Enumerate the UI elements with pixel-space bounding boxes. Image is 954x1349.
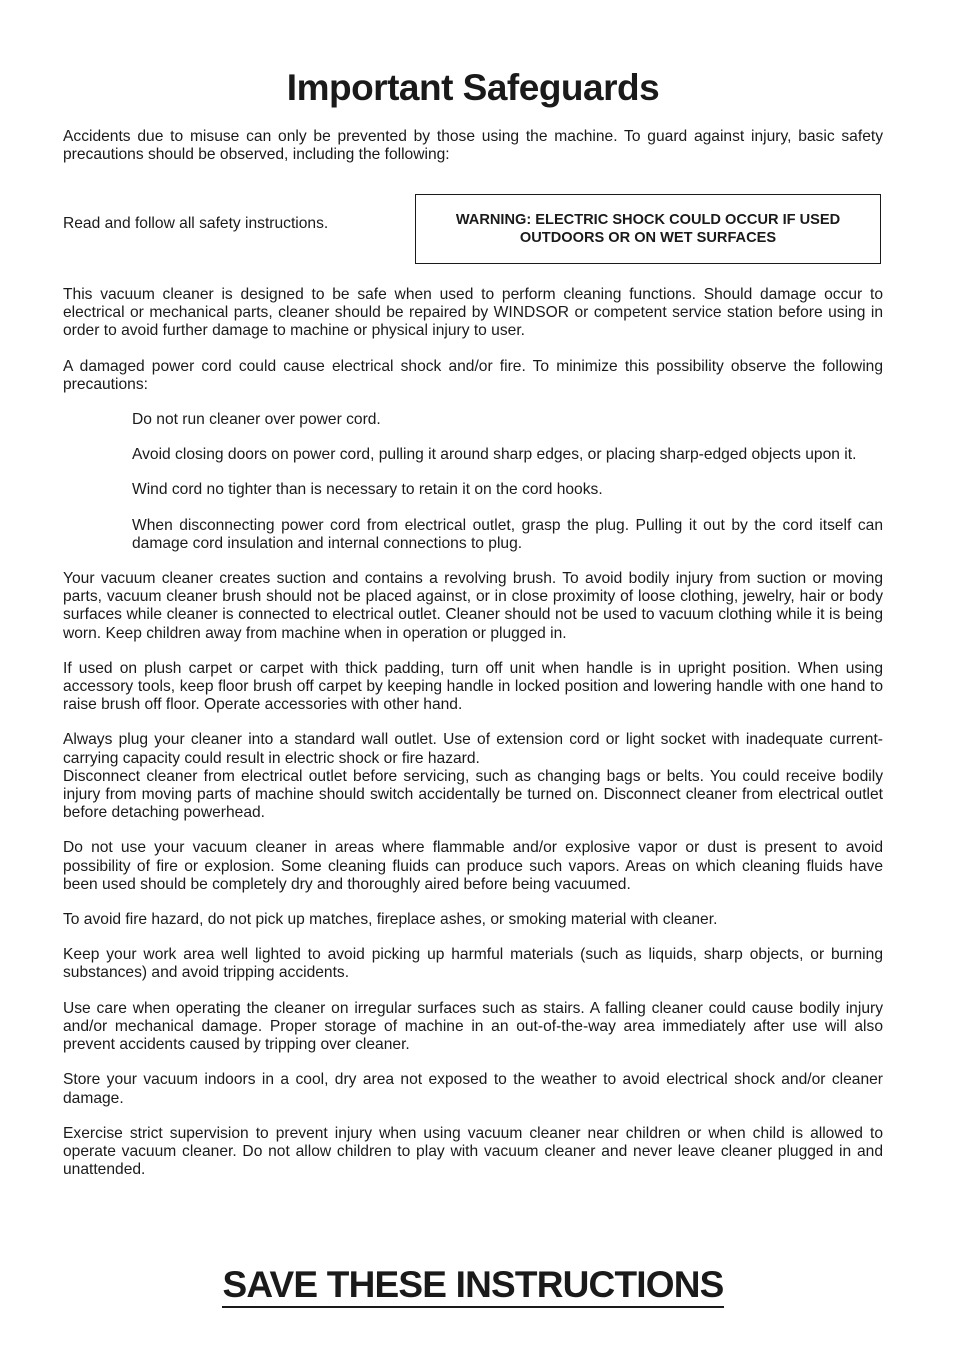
cord-precaution-3: Wind cord no tighter than is necessary to retain it on the cord hooks.: [132, 481, 603, 499]
footer-banner: [63, 1265, 883, 1308]
safeguards-body: [63, 286, 883, 1196]
paragraph-disconnect: Disconnect cleaner from electrical outlet before servicing, such as changing bags or belts. You could receive bodily injury from moving parts of machine should switch accidentally be turned on. Disconnect cleaner from electrical outlet before detaching powerhead.: [63, 767, 883, 822]
cord-precaution-2: Avoid closing doors on power cord, pulling it around sharp edges, or placing sharp-edged objects upon it.: [132, 446, 857, 464]
paragraph-work-area: Keep your work area well lighted to avoid picking up harmful materials (such as liquids, sharp objects, or burning substances) and avoid tripping accidents.: [63, 946, 883, 982]
paragraph-plush-carpet: If used on plush carpet or carpet with thick padding, turn off unit when handle is in upright position. When using accessory tools, keep floor brush off carpet by keeping handle in locked position and lowering handle with one hand to raise brush off floor. Operate accessories with other hand.: [63, 659, 883, 714]
paragraph-power-cord: A damaged power cord could cause electrical shock and/or fire. To minimize this possibility observe the following precautions:: [63, 357, 883, 393]
paragraph-flammable: Do not use your vacuum cleaner in areas where flammable and/or explosive vapor or dust is present to avoid possibility of fire or explosion. Some cleaning fluids can produce such vapors. Areas on which cleaning fluids have been used should be completely dry and thoroughly aired before being vacuumed.: [63, 839, 883, 893]
paragraph-suction-brush: Your vacuum cleaner creates suction and contains a revolving brush. To avoid bodily injury from suction or moving parts, vacuum cleaner brush should not be placed against, or in close proximity of loose clothing, jewelry, hair or body surfaces while cleaner is connected to electrical outlet. Cleaner should not be used to vacuum clothing while it is being worn. Keep children away from machine when in operation or plugged in.: [63, 570, 883, 642]
read-instructions-note: Read and follow all safety instructions.: [63, 215, 329, 232]
page-title: Important Safeguards: [286, 67, 660, 108]
save-instructions-heading: SAVE THESE INSTRUCTIONS: [222, 1265, 723, 1308]
intro-paragraph: Accidents due to misuse can only be prevented by those using the machine. To guard against injury, basic safety precautions should be observed, including the following:: [63, 128, 883, 164]
paragraph-design-safety: This vacuum cleaner is designed to be safe when used to perform cleaning functions. Should damage occur to electrical or mechanical parts, cleaner should be repaired by WINDSOR or competent service station before using in order to avoid further damage to machine or physical injury to user.: [63, 286, 883, 340]
paragraph-fire-hazard: To avoid fire hazard, do not pick up matches, fireplace ashes, or smoking material with cleaner.: [63, 911, 718, 929]
paragraph-irregular-surfaces: Use care when operating the cleaner on irregular surfaces such as stairs. A falling cleaner could cause bodily injury and/or mechanical damage. Proper storage of machine in an out-of-the-way area immediately after use will also prevent accidents caused by tripping over cleaner.: [63, 999, 883, 1054]
cord-precaution-1: Do not run cleaner over power cord.: [132, 411, 381, 429]
paragraph-wall-outlet: Always plug your cleaner into a standard wall outlet. Use of extension cord or light socket with inadequate current-carrying capacity could result in electric shock or fire hazard.: [63, 731, 883, 767]
warning-text: WARNING: ELECTRIC SHOCK COULD OCCUR IF USED OUTDOORS OR ON WET SURFACES: [455, 212, 841, 246]
cord-precaution-4: When disconnecting power cord from electrical outlet, grasp the plug. Pulling it out by the cord itself can damage cord insulation and internal connections to plug.: [132, 516, 883, 552]
paragraph-supervision: Exercise strict supervision to prevent injury when using vacuum cleaner near children or when child is allowed to operate vacuum cleaner. Do not allow children to play with vacuum cleaner and never leave cleaner plugged in and unattended.: [63, 1124, 883, 1179]
paragraph-storage: Store your vacuum indoors in a cool, dry area not exposed to the weather to avoid electrical shock and/or cleaner damage.: [63, 1071, 883, 1107]
warning-box: [415, 194, 881, 264]
